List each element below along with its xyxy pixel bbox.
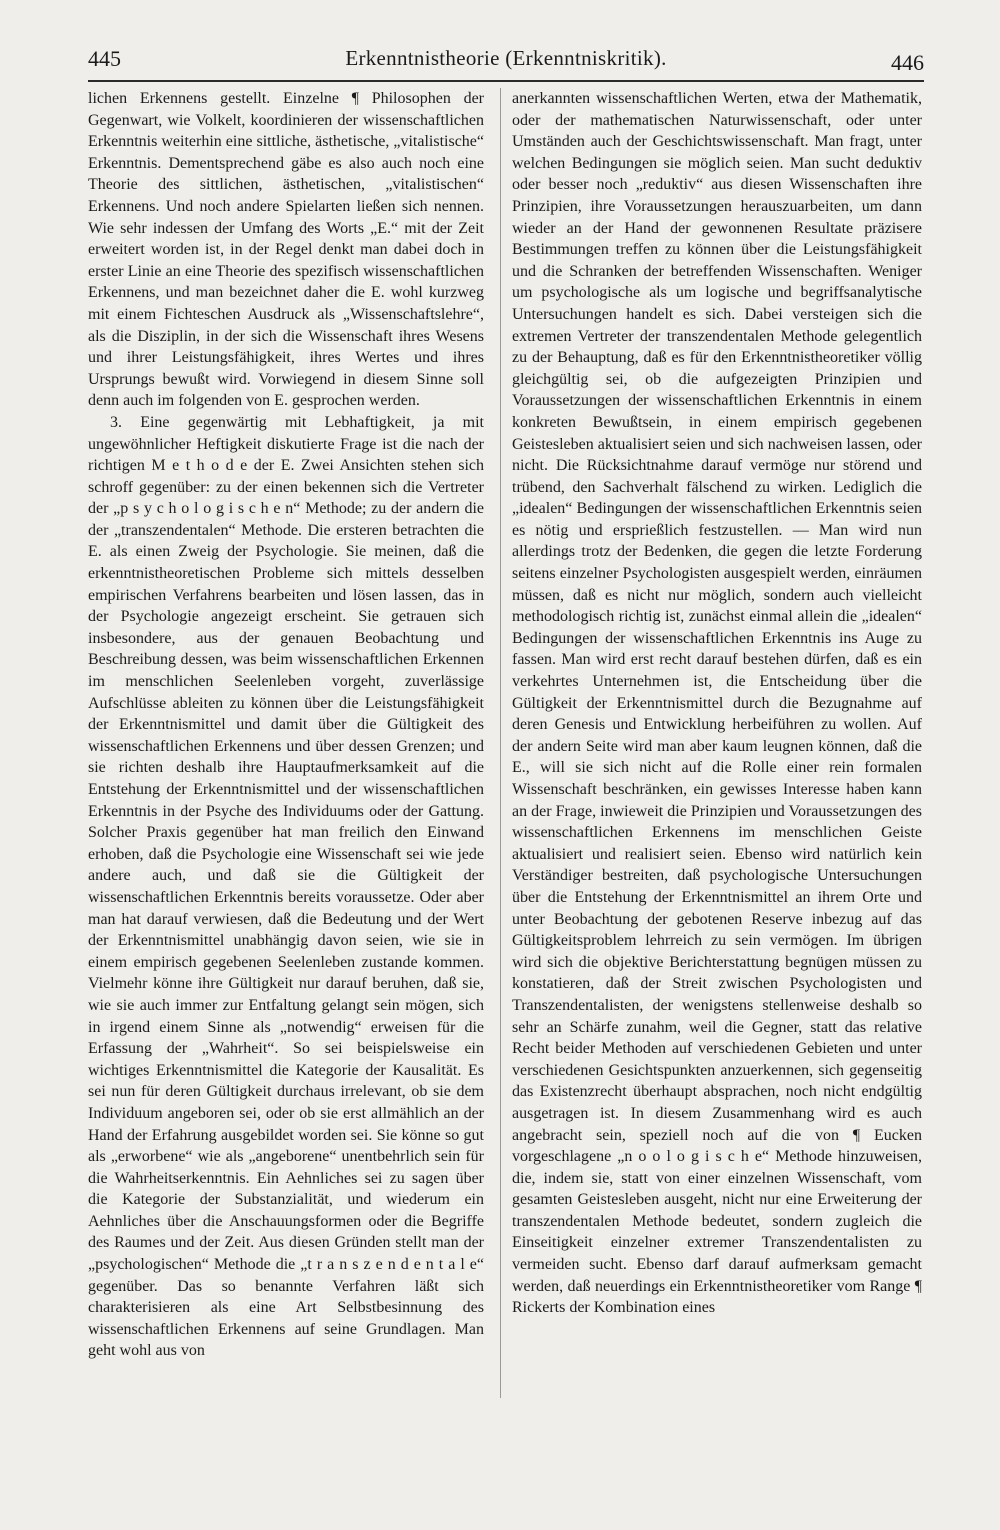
page-header bbox=[88, 44, 924, 76]
paragraph: 3. Eine gegenwärtig mit Lebhaftigkeit, ja mit ungewöhnlicher Heftigkeit diskutierte Frage ist die nach der richtigen M e t h o d e der E. Zwei Ansichten stehen sich schroff gegenüber: zu der einen bekennen sich die Vertreter der „p s y c h o l o g i s c h e n“ Methode; zu der andern die der „transzendentalen“ Methode. Die ersteren betrachten die E. als einen Zweig der Psychologie. Sie meinen, daß die erkenntnistheoretischen Probleme sich mittels desselben empirischen Verfahrens bearbeiten und lösen lassen, das in der Psychologie angezeigt erscheint. Sie getrauen sich insbesondere, aus der genauen Beobachtung und Beschreibung dessen, was beim wissenschaftlichen Erkennen im menschlichen Seelenleben vorgeht, zuverlässige Aufschlüsse ableiten zu können über die Leistungsfähigkeit der Erkenntnismittel und damit über die Gültigkeit des wissenschaftlichen Erkennens und über dessen Grenzen; und sie richten deshalb ihre Hauptaufmerksamkeit auf die Entstehung der Erkenntnismittel und der wissenschaftlichen Erkenntnis in der Psyche des Individuums oder der Gattung. Solcher Praxis gegenüber hat man freilich den Einwand erhoben, daß die Psychologie eine Wissenschaft sei wie jede andere auch, und daß sie die Gültigkeit der wissenschaftlichen Erkenntnis bereits voraussetze. Oder aber man hat darauf verwiesen, daß die Bedeutung und der Wert der Erkenntnismittel unabhängig davon seien, wie sie in einem empirisch gegebenen Seelenleben zustande kommen. Vielmehr könne ihre Gültigkeit nur darauf beruhen, daß sie, wie sie auch immer zur Entfaltung gelangt sein mögen, sich in irgend einem Sinne als „notwendig“ erweisen für die Erfassung der „Wahrheit“. So sei beispielsweise ein wichtiges Erkenntnismittel die Kategorie der Kausalität. Es sei nun für deren Gültigkeit durchaus irrelevant, ob sie dem Individuum angeboren sei, oder ob sie erst allmählich an der Hand der Erfahrung ausgebildet worden sei. Sie könne so gut als „erworbene“ wie als „angeborene“ unentbehrlich sein für die Wahrheitserkenntnis. Ein Aehnliches sei zu sagen über die Kategorie der Substanzialität, und wiederum ein Aehnliches über die Anschauungsformen oder die Begriffe des Raumes und der Zeit. Aus diesen Gründen stellt man der „psychologischen“ Methode die „t r a n s z e n d e n t a l e“ gegenüber. Das so benannte Verfahren läßt sich charakterisieren als eine Art Selbstbesinnung des wissenschaftlichen Erkennens auf seine Grundlagen. Man geht wohl aus von bbox=[88, 413, 484, 1360]
header-rule bbox=[88, 80, 924, 82]
page-number-left: 445 bbox=[88, 46, 121, 71]
running-title: Erkenntnistheorie (Erkenntniskritik). bbox=[345, 46, 667, 70]
left-column bbox=[88, 88, 484, 1362]
page-number-right: 446 bbox=[891, 50, 924, 75]
paragraph: anerkannten wissenschaftlichen Werten, etwa der Mathematik, oder der mathematischen Naturwissenschaft, oder unter Umständen auch der Geschichtswissenschaft. Man fragt, unter welchen Bedingungen sie möglich seien. Man sucht deduktiv oder besser noch „reduktiv“ aus diesen Wissenschaften ihre Prinzipien, ihre Voraussetzungen herauszuarbeiten, um dann wieder an der Hand der gewonnenen Resultate präzisere Bestimmungen treffen zu können über die Leistungsfähigkeit und die Schranken der betreffenden Wissenschaften. Weniger um psychologische als um logische und begriffsanalytische Untersuchungen handelt es sich. Dabei versteigen sich die extremen Vertreter der transzendentalen Methode gelegentlich zu der Behauptung, daß es für den Erkenntnistheoretiker völlig gleichgültig sei, ob die aufgezeigten Prinzipien und Voraussetzungen der wissenschaftlichen Erkenntnis in einem konkreten Bewußtsein, in einem empirisch gegebenen Geistesleben aktualisiert seien und sich nachweisen lassen, oder nicht. Die Rücksichtnahme darauf vermöge nur störend und trübend, den Sachverhalt fälschend zu wirken. Lediglich die „idealen“ Bedingungen der wissenschaftlichen Erkenntnis seien es nötig und ersprießlich festzustellen. — Man wird nun allerdings trotz der Bedenken, die gegen die letzte Forderung seitens einzelner Psychologisten ausgespielt werden, einräumen müssen, daß es nicht nur möglich, sondern auch vielleicht methodologisch richtig ist, zunächst einmal allein die „idealen“ Bedingungen der wissenschaftlichen Erkenntnis ins Auge zu fassen. Man wird erst recht darauf bestehen dürfen, daß es ein verkehrtes Unternehmen ist, die Entscheidung über die Gültigkeit der Erkenntnismittel durch die Bezugnahme auf deren Genesis und Entwicklung herbeiführen zu wollen. Auf der andern Seite wird man aber kaum leugnen können, daß die E., will sie sich nicht auf die Rolle einer rein formalen Wissenschaft beschränken, ein gewisses Interesse haben kann an der Frage, inwieweit die Prinzipien und Voraussetzungen des wissenschaftlichen Erkennens im menschlichen Geiste aktualisiert und realisiert seien. Ebenso wird natürlich kein Verständiger bestreiten, daß psychologische Untersuchungen über die Entstehung der Erkenntnismittel an ihrem Orte und unter Beobachtung der gebotenen Reserve inbezug auf das Gültigkeitsproblem lehrreich zu sein vermögen. Im übrigen wird sich die objektive Berichterstattung begnügen müssen zu konstatieren, daß der Streit zwischen Psychologisten und Transzendentalisten, der wenigstens stellenweise deshalb so sehr an Schärfe zunahm, weil die Gegner, statt das relative Recht beider Methoden auf verschiedenen Gebieten und unter verschiedenen Gesichtspunkten anzuerkennen, sich gegenseitig das Existenzrecht überhaupt absprachen, noch nicht endgültig ausgetragen ist. In diesem Zusammenhang wird es auch angebracht sein, speziell noch auf die von ¶ Eucken vorgeschlagene „n o o l o g i s c h e“ Methode hinzuweisen, die, indem sie, statt von einer einzelnen Wissenschaft, vom gesamten Geistesleben ausgeht, nicht nur eine Erweiterung der transzendentalen Methode bedeutet, sondern zugleich die Einseitigkeit einzelner extremer Transzendentalisten zu vermeiden sucht. Ebenso darf darauf aufmerksam gemacht werden, daß neuerdings ein Erkenntnistheoretiker vom Range ¶ Rickerts der Kombination eines bbox=[512, 90, 922, 1317]
right-column bbox=[512, 88, 922, 1319]
column-divider bbox=[500, 88, 501, 1398]
paragraph: lichen Erkennens gestellt. Einzelne ¶ Philosophen der Gegenwart, wie Volkelt, koordinieren der wissenschaftlichen Erkenntnis weiterhin eine sittliche, ästhetische, „vitalistische“ Erkenntnis. Dementsprechend gäbe es also auch noch eine Theorie des sittlichen, ästhetischen, „vitalistischen“ Erkennens. Und noch andere Spielarten ließen sich nennen. Wie sehr indessen der Umfang des Worts „E.“ mit der Zeit erweitert worden ist, in der Regel denkt man dabei doch in erster Linie an eine Theorie des spezifisch wissenschaftlichen Erkennens, und man bezeichnet daher die E. wohl kurzweg mit einem Fichteschen Ausdruck als „Wissenschaftslehre“, als die Disziplin, in der sich die Wissenschaft ihres Wesens und ihrer Leistungsfähigkeit, ihres Wertes und ihres Ursprungs bewußt wird. Vorwiegend in diesem Sinne soll denn auch im folgenden von E. gesprochen werden. bbox=[88, 90, 484, 410]
